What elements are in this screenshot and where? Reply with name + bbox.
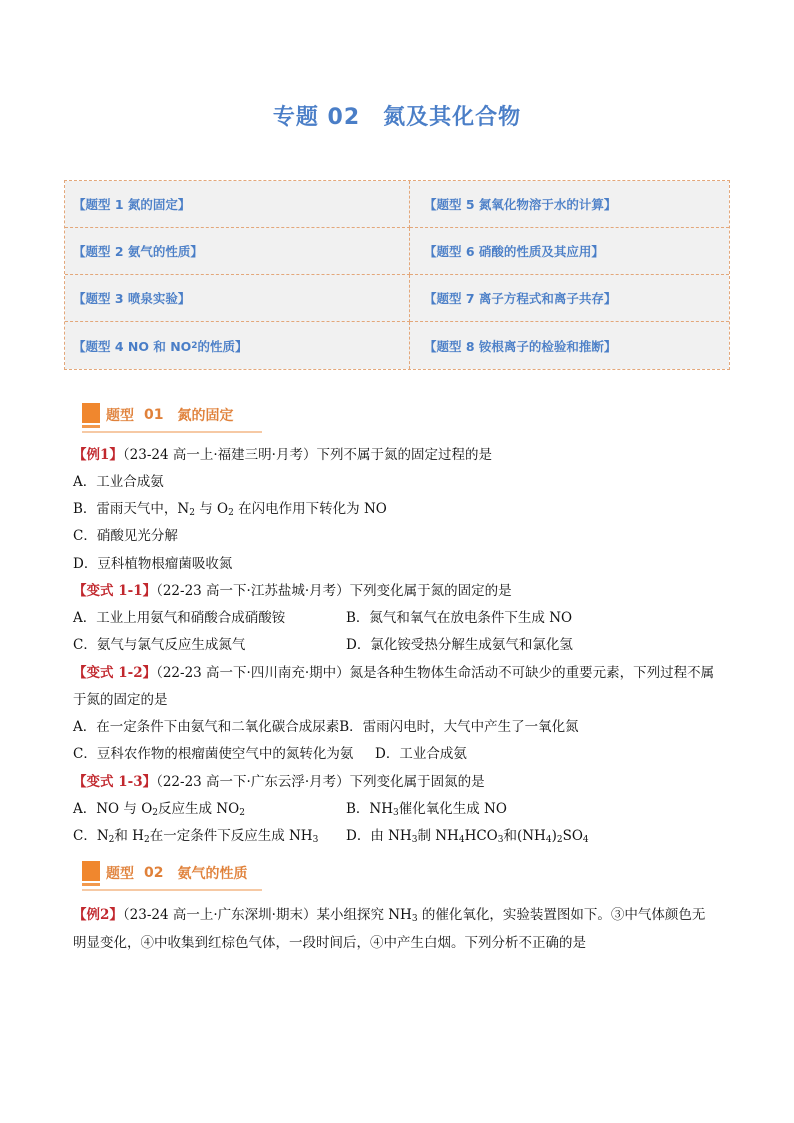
page-title: 专题 02 氮及其化合物 <box>272 105 522 130</box>
section-label: 题型 <box>106 866 134 882</box>
option-c: C．豆科农作物的根瘤菌使空气中的氮转化为氨 <box>73 746 354 762</box>
variant-1-2-stem-cont: 于氮的固定的是 <box>73 692 168 708</box>
section-number: 02 <box>144 865 164 881</box>
section-header-01 <box>82 400 233 430</box>
variant-1-2-stem: 【变式 1-2】（22-23 高一下·四川南充·期中）氮是各种生物体生命活动不可缺少的重要元素，下列过程不属 <box>73 665 715 681</box>
topic-table <box>64 180 730 370</box>
option-c: C．硝酸见光分解 <box>73 528 178 544</box>
example-2-stem-cont: 明显变化，④中收集到红棕色气体，一段时间后，④中产生白烟。下列分析不正确的是 <box>73 935 586 951</box>
option-a-b: A．在一定条件下由氨气和二氧化碳合成尿素B．雷雨闪电时，大气中产生了一氧化氮 <box>73 719 579 735</box>
section-number: 01 <box>144 407 164 423</box>
option-d: D．豆科植物根瘤菌吸收氮 <box>73 556 233 572</box>
toc-item-4[interactable] <box>65 322 410 369</box>
toc-item-3[interactable]: 【题型 3 喷泉实验】 <box>65 275 410 322</box>
option-a: A．工业上用氨气和硝酸合成硝酸铵 <box>73 610 286 626</box>
section-header-02 <box>82 858 247 888</box>
example-tag: 【例1】 <box>73 447 123 463</box>
toc-item-4-sub: 2 <box>191 340 198 351</box>
option-a: A．NO 与 $O_2$反应生成 $NO_2$ <box>73 801 245 818</box>
variant-1-3-stem: 【变式 1-3】（22-23 高一下·广东云浮·月考）下列变化属于固氮的是 <box>73 774 485 790</box>
toc-item-4-pre: 【题型 4 NO 和 NO <box>73 338 192 354</box>
section-name: 氨气的性质 <box>177 866 248 882</box>
option-b: B．雷雨天气中，$N_2$ 与 $O_2$ 在闪电作用下转化为 NO <box>73 501 387 518</box>
toc-item-8[interactable]: 【题型 8 铵根离子的检验和推断】 <box>410 322 729 369</box>
toc-item-1[interactable]: 【题型 1 氮的固定】 <box>65 181 410 228</box>
option-c: C．$N_2$和 $H_2$在一定条件下反应生成 $NH_3$ <box>73 828 319 845</box>
toc-item-7[interactable]: 【题型 7 离子方程式和离子共存】 <box>410 275 729 322</box>
option-d: D．氯化铵受热分解生成氨气和氯化氢 <box>346 637 573 653</box>
section-name: 氮的固定 <box>177 408 234 424</box>
section-marker-icon <box>82 861 100 886</box>
option-a: A．工业合成氨 <box>73 474 164 490</box>
option-b: B．氮气和氧气在放电条件下生成 NO <box>346 610 573 626</box>
section-label: 题型 <box>106 408 134 424</box>
toc-item-6[interactable]: 【题型 6 硝酸的性质及其应用】 <box>410 228 729 275</box>
variant-1-1-stem: 【变式 1-1】（22-23 高一下·江苏盐城·月考）下列变化属于氮的固定的是 <box>73 583 512 599</box>
option-c: C．氨气与氯气反应生成氮气 <box>73 637 246 653</box>
example-text: （23-24 高一上·福建三明·月考）下列不属于氮的固定过程的是 <box>122 447 492 463</box>
example-1-stem <box>73 446 492 464</box>
toc-item-2[interactable]: 【题型 2 氨气的性质】 <box>65 228 410 275</box>
section-underline <box>82 889 262 891</box>
section-underline <box>82 431 262 433</box>
toc-item-5[interactable]: 【题型 5 氮氧化物溶于水的计算】 <box>410 181 729 228</box>
option-b: B．$NH_3$催化氧化生成 NO <box>346 801 507 818</box>
toc-item-4-post: 的性质】 <box>197 338 248 354</box>
section-marker-icon <box>82 403 100 428</box>
option-d: D．工业合成氨 <box>375 746 467 762</box>
example-2-stem: 【例2】（23-24 高一上·广东深圳·期末）某小组探究 $NH_3$ 的催化氧化，实验装置图如下。③中气体颜色无 <box>73 907 706 924</box>
option-d: D．由 $NH_3$制 $NH_4HCO_3$和$(NH_4)_2SO_4$ <box>346 828 589 845</box>
